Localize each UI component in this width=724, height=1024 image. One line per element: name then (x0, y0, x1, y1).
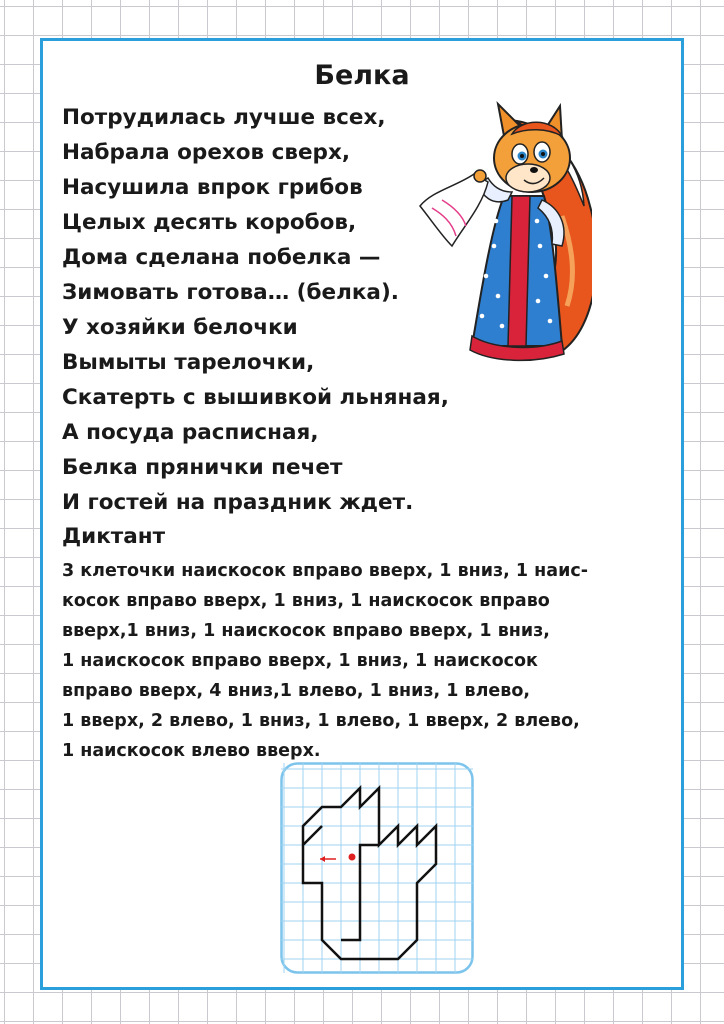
dictation-line: вправо вверх, 4 вниз,1 влево, 1 вниз, 1 влево, (62, 681, 531, 701)
dictation-line: 1 наискосок влево вверх. (62, 741, 321, 761)
dictation-line: 1 наискосок вправо вверх, 1 вниз, 1 наискосок (62, 651, 538, 671)
poem-line: А посуда расписная, (62, 420, 319, 445)
poem-line: Насушила впрок грибов (62, 175, 363, 200)
poem-line: Дома сделана побелка — (62, 245, 381, 270)
poem-line: У хозяйки белочки (62, 315, 298, 340)
poem (62, 100, 449, 520)
dictation-line: косок вправо вверх, 1 вниз, 1 наискосок вправо (62, 591, 550, 611)
poem-line: Белка прянички печет (62, 455, 343, 480)
poem-line: Потрудилась лучше всех, (62, 105, 386, 130)
dictation-line: вверх,1 вниз, 1 наискосок вправо вверх, 1 вниз, (62, 621, 550, 641)
page-title: Белка (314, 60, 410, 91)
poem-line: Зимовать готова… (белка). (62, 280, 399, 305)
poem-line: Целых десять коробов, (62, 210, 357, 235)
poem-line: Скатерть с вышивкой льняная, (62, 385, 449, 410)
dictation-instructions (62, 556, 588, 766)
start-point-icon (349, 854, 356, 861)
poem-line: Вымыты тарелочки, (62, 350, 315, 375)
squirrel-illustration (412, 96, 592, 366)
dictation-heading: Диктант (62, 524, 166, 549)
dictation-line: 3 клеточки наискосок вправо вверх, 1 вниз, 1 наис- (62, 561, 588, 581)
dictation-line: 1 вверх, 2 влево, 1 вниз, 1 влево, 1 вверх, 2 влево, (62, 711, 580, 731)
graph-dictation-grid (280, 762, 474, 974)
poem-line: Набрала орехов сверх, (62, 140, 350, 165)
poem-line: И гостей на праздник ждет. (62, 490, 414, 515)
